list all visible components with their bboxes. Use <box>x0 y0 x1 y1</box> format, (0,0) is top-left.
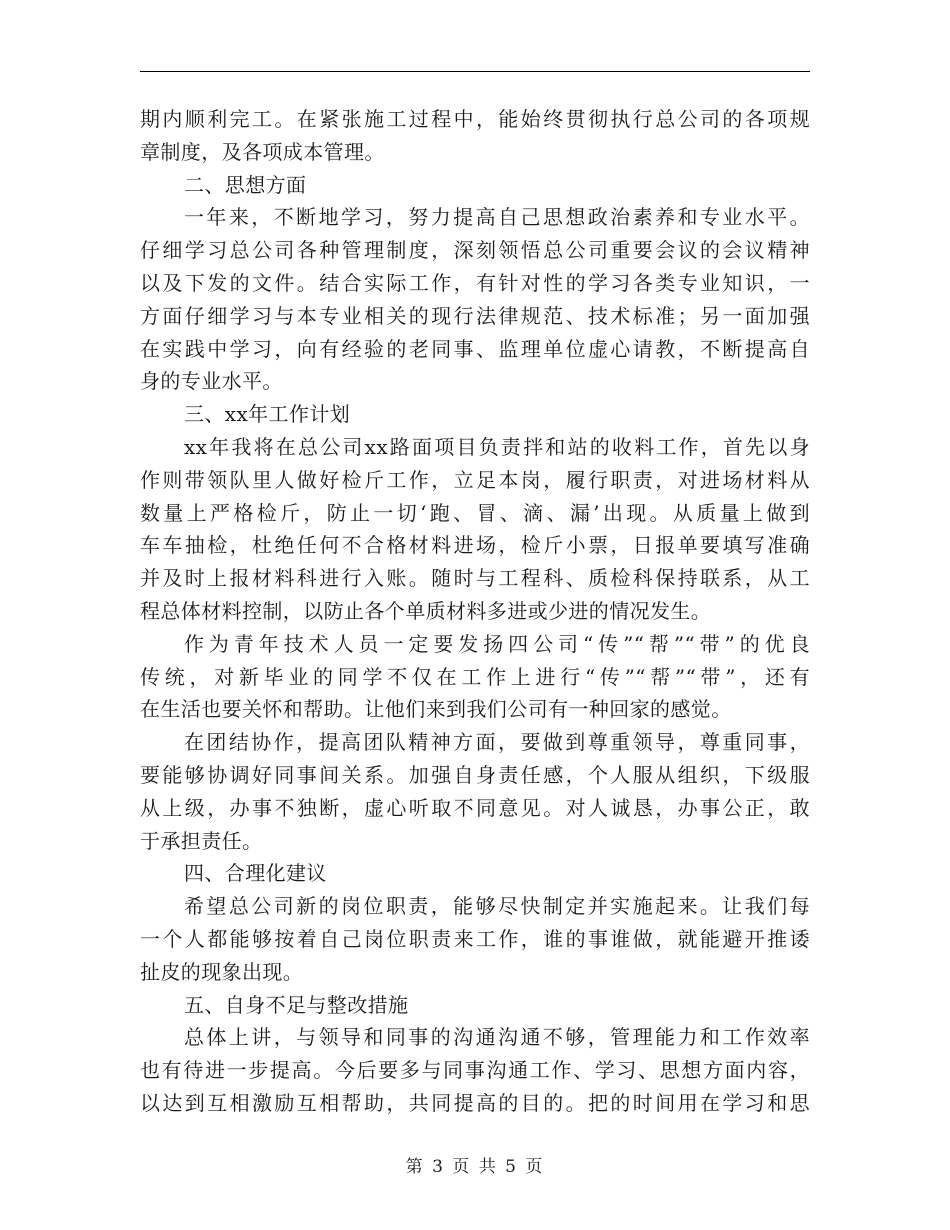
paragraph-line: 程总体材料控制，以防止各个单质材料多进或少进的情况发生。 <box>140 598 712 623</box>
paragraph-line: 方面仔细学习与本专业相关的现行法律规范、技术标准；另一面加强 <box>140 303 810 328</box>
paragraph-line: 于承担责任。 <box>140 828 263 853</box>
paragraph-line: 一个人都能够按着自己岗位职责来工作，谁的事谁做，就能避开推诿 <box>140 926 810 951</box>
paragraph-line: xx年我将在总公司xx路面项目负责拌和站的收料工作，首先以身 <box>184 434 810 459</box>
section-heading: 二、思想方面 <box>184 172 307 197</box>
paragraph-line: 车车抽检，杜绝任何不合格材料进场，检斤小票，日报单要填写准确 <box>140 533 810 558</box>
paragraph-line: 作则带领队里人做好检斤工作，立足本岗，履行职责，对进场材料从 <box>140 467 810 492</box>
section-heading: 三、xx年工作计划 <box>184 402 351 427</box>
paragraph-line: 数量上严格检斤，防止一切‘跑、冒、滴、漏’出现。从质量上做到 <box>140 500 810 525</box>
paragraph-line: 章制度，及各项成本管理。 <box>140 139 385 164</box>
paragraph-line: 从上级，办事不独断，虚心听取不同意见。对人诚恳，办事公正，敢 <box>140 795 810 820</box>
paragraph-line: 要能够协调好同事间关系。加强自身责任感，个人服从组织，下级服 <box>140 762 810 787</box>
paragraph-line: 仔细学习总公司各种管理制度，深刻领悟总公司重要会议的会议精神 <box>140 238 810 263</box>
section-heading: 四、合理化建议 <box>184 861 327 886</box>
page-number: 第 3 页 共 5 页 <box>405 1157 545 1177</box>
paragraph-line: 身的专业水平。 <box>140 369 283 394</box>
paragraph-line: 并及时上报材料科进行入账。随时与工程科、质检科保持联系，从工 <box>140 566 810 591</box>
paragraph-line: 以及下发的文件。结合实际工作，有针对性的学习各类专业知识，一 <box>140 270 810 295</box>
document-body <box>140 103 810 1120</box>
paragraph-line: 在实践中学习，向有经验的老同事、监理单位虚心请教，不断提高自 <box>140 336 810 361</box>
paragraph-line: 在团结协作，提高团队精神方面，要做到尊重领导，尊重同事， <box>184 730 810 755</box>
paragraph-line: 希望总公司新的岗位职责，能够尽快制定并实施起来。让我们每 <box>184 894 810 919</box>
paragraph-line: 总体上讲，与领导和同事的沟通沟通不够，管理能力和工作效率 <box>184 1025 810 1050</box>
paragraph-line: 一年来，不断地学习，努力提高自己思想政治素养和专业水平。 <box>184 205 810 230</box>
paragraph-line: 也有待进一步提高。今后要多与同事沟通工作、学习、思想方面内容， <box>140 1058 810 1083</box>
paragraph-line: 在生活也要关怀和帮助。让他们来到我们公司有一种回家的感觉。 <box>140 697 732 722</box>
paragraph-line: 以达到互相激励互相帮助，共同提高的目的。把的时间用在学习和思 <box>140 1090 810 1115</box>
section-heading: 五、自身不足与整改措施 <box>184 992 409 1017</box>
paragraph-line: 作为青年技术人员一定要发扬四公司“传”“帮”“带”的优良 <box>184 631 810 656</box>
header-rule <box>140 71 810 72</box>
paragraph-line: 扯皮的现象出现。 <box>140 959 304 984</box>
paragraph-line: 期内顺利完工。在紧张施工过程中，能始终贯彻执行总公司的各项规 <box>140 107 810 131</box>
paragraph-line: 传统，对新毕业的同学不仅在工作上进行“传”“帮”“带”，还有 <box>140 664 810 689</box>
